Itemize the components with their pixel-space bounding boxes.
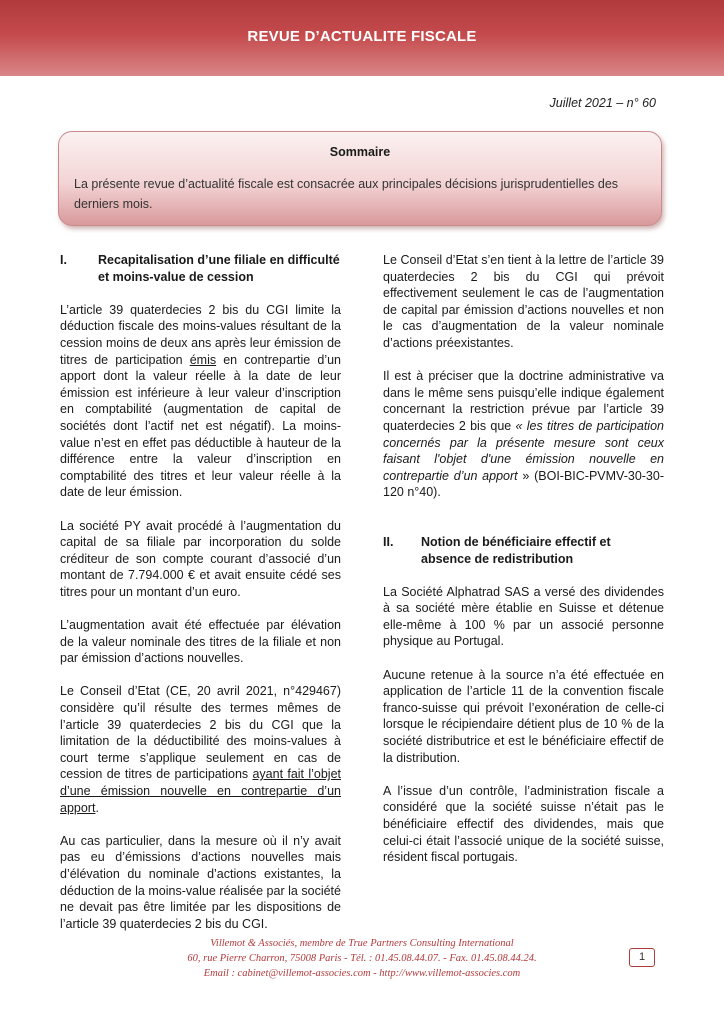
footer-address: 60, rue Pierre Charron, 75008 Paris - Tél. : 01.45.08.44.07. - Fax. 01.45.08.44.24. [187,953,537,964]
left-column [60,252,341,949]
summary-box [58,131,662,226]
right-column [383,252,664,882]
summary-text: La présente revue d’actualité fiscale est consacrée aux principales décisions jurisprudentielles des derniers mois. [74,177,619,211]
paragraph: La Société Alphatrad SAS a versé des dividendes à sa société mère établie en Suisse et détenue elle-même à 100 % par un associé personne physique au Portugal. [383,584,664,649]
paragraph: La société PY avait procédé à l’augmentation du capital de sa filiale par incorporation du solde créditeur de son compte courant d’associé d’un montant de 7.794.000 € et avait ensuite cédé ses titres pour un montant d’un euro. [60,518,341,599]
section-heading [383,534,664,567]
paragraph: Le Conseil d’Etat (CE, 20 avril 2021, n°429467) considère qu’il résulte des termes mêmes de l’article 39 quaterdecies 2 bis du CGI que la limitation de la déductibilité des moins-values à court terme s’applique seulement en cas de cession de titres de participations ayant fait l’objet d’une émission nouvelle en contrepartie d’un apport. [60,684,341,815]
issue-date: Juillet 2021 – n° 60 [549,96,656,110]
page-number: 1 [629,948,655,967]
footer [0,936,724,981]
section-title: Notion de bénéficiaire effectif et absence de redistribution [421,534,611,566]
paragraph: Aucune retenue à la source n’a été effectuée en application de l’article 11 de la convention fiscale franco-suisse qui prévoit l’exonération de celle-ci lorsque le récipiendaire détient plus de 10 % de la société distributrice et est le bénéficiaire effectif de la distribution. [383,667,664,765]
section-number: II. [383,534,394,549]
header-bar [0,0,724,76]
footer-contact: Email : cabinet@villemot-associes.com - http://www.villemot-associes.com [203,968,521,979]
section-number: I. [60,253,67,267]
paragraph: Le Conseil d’Etat s’en tient à la lettre de l’article 39 quaterdecies 2 bis du CGI qui prévoit effectivement seulement le cas de l’augmentation de capital par émission d’actions nouvelles et non le cas d’augmentation de la valeur nominale d’actions préexistantes. [383,253,664,350]
summary-title: Sommaire [329,145,391,159]
section-heading [60,252,341,285]
underlined-text: émis [189,352,217,367]
underlined-text: ayant fait l’objet d’une émission nouvelle en contrepartie d’un apport [60,767,341,815]
paragraph: L’augmentation avait été effectuée par élévation de la valeur nominale des titres de la filiale et non par émission d’actions nouvelles. [60,618,341,666]
document-title: REVUE D’ACTUALITE FISCALE [247,28,477,45]
quoted-text: « les titres de participation concernés par la présente mesure sont ceux faisant l'objet d'une émission nouvelle en contrepartie d’un apport [383,418,664,483]
footer-firm: Villemot & Associés, membre de True Partners Consulting International [210,938,514,949]
paragraph: A l’issue d’un contrôle, l’administration fiscale a considéré que la société suisse n’était pas le bénéficiaire effectif des dividendes, mais que celui-ci était l’associé unique de la société suisse, résident fiscal portugais. [383,783,664,865]
paragraph: Il est à préciser que la doctrine administrative va dans le même sens puisqu’elle indique également concernant la restriction prévue par l’article 39 quaterdecies 2 bis que « les titres de participation concernés par la présente mesure sont ceux faisant l'objet d'une émission nouvelle en contrepartie d’un apport » (BOI-BIC-PVMV-30-30-120 n°40). [383,369,664,500]
paragraph: Au cas particulier, dans la mesure où il n’y avait pas eu d’émissions d’actions nouvelles mais d’élévation du nominale d’actions existantes, la déduction de la moins-value réalisée par la société ne devait pas être limitée par les dispositions de l’article 39 quaterdecies 2 bis du CGI. [60,833,341,931]
section-title: Recapitalisation d’une filiale en difficulté et moins-value de cession [98,253,340,284]
paragraph: L’article 39 quaterdecies 2 bis du CGI limite la déduction fiscale des moins-values résultant de la cession moins de deux ans après leur émission de titres de participation émis en contrepartie d’un apport dont la valeur réelle à la date de leur émission est inférieure à leur valeur d’inscription en comptabilité (augmentation de capital de sociétés dont l’actif net est négatif). La moins-value n’est en effet pas déductible à hauteur de la différence entre la valeur d’inscription en comptabilité des titres et leur valeur réelle à la date de leur émission. [60,302,341,500]
